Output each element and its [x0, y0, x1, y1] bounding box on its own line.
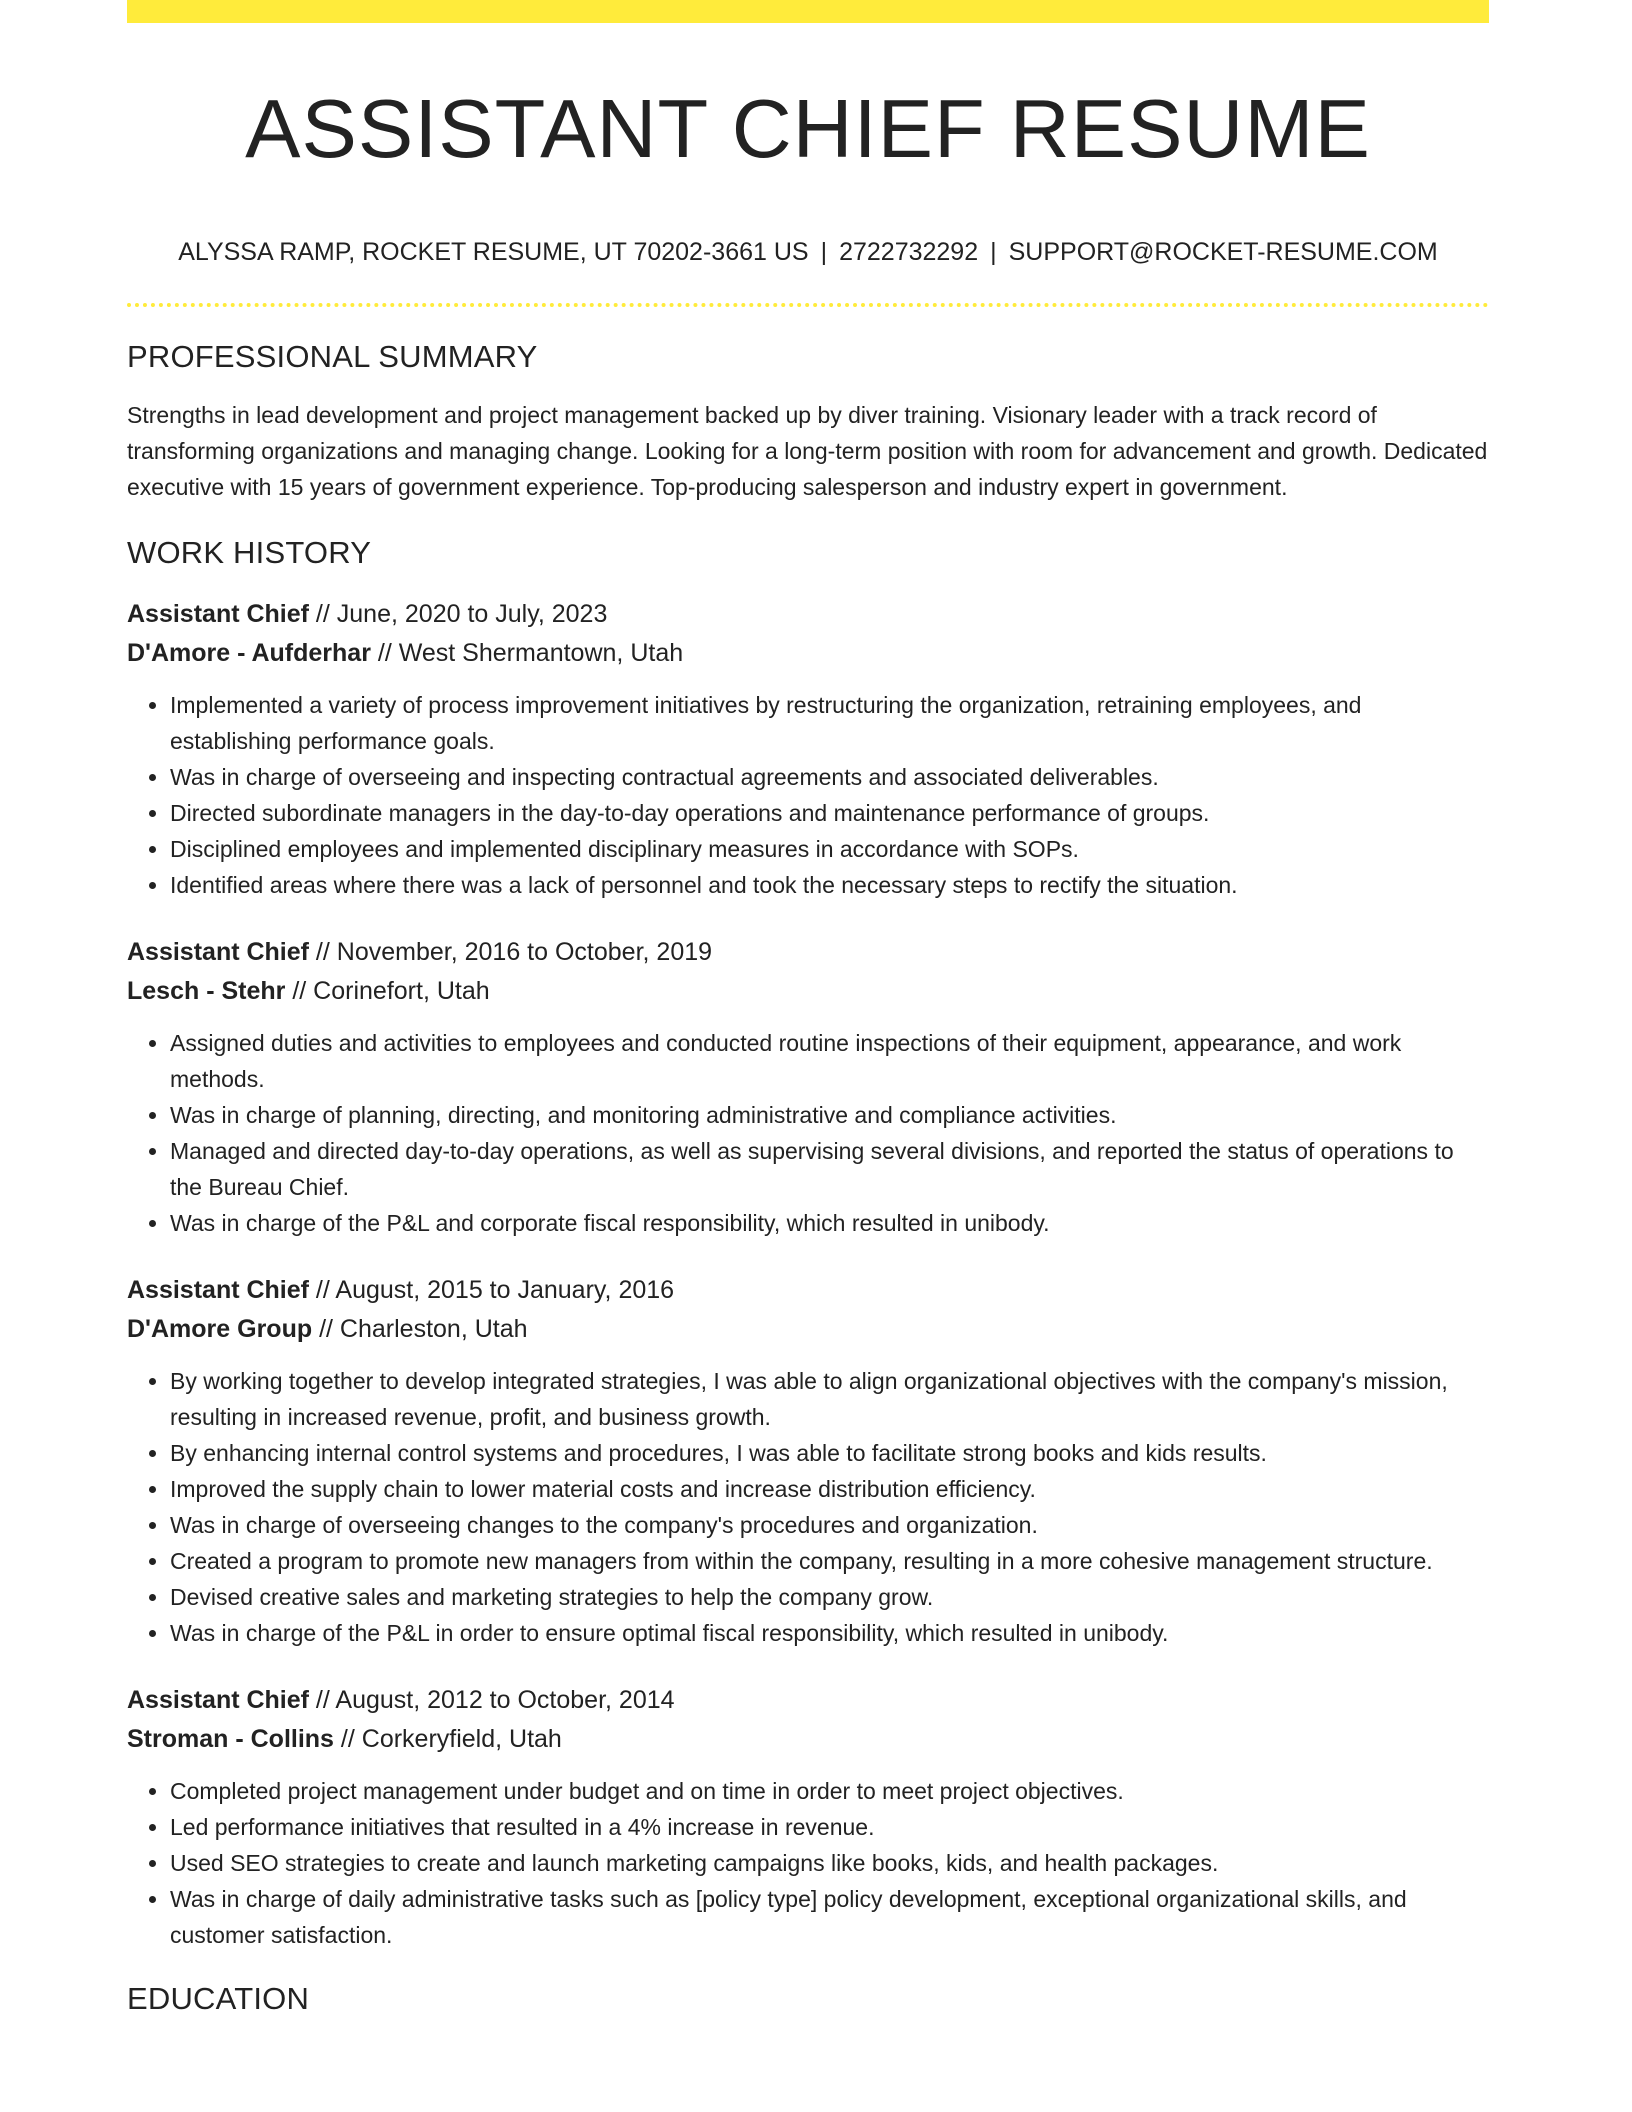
job-title: Assistant Chief [127, 600, 309, 628]
job-bullet: • Identified areas where there was a lack of personnel and took the necessary steps to rectify the situation. [170, 867, 1489, 903]
job-bullet: • Assigned duties and activities to employees and conducted routine inspections of their equipment, appearance, and work methods. [170, 1025, 1489, 1097]
job-location: West Shermantown, Utah [398, 639, 684, 667]
job-title-line [127, 595, 1489, 634]
summary-text: Strengths in lead development and project management backed up by diver training. Visionary leader with a track record of transforming organizations and managing change. Looking for a long-term position with room for advancement and growth. Dedicated executive with 15 years of government experience. Top-producing salesperson and industry expert in government. [127, 402, 1488, 500]
job-company: D'Amore Group [127, 1315, 313, 1343]
work-history-heading: WORK HISTORY [127, 535, 372, 570]
contact-separator: | [820, 238, 828, 266]
job-bullet: • Was in charge of the P&L and corporate fiscal responsibility, which resulted in unibody. [170, 1205, 1489, 1241]
job-dates: August, 2015 to January, 2016 [335, 1276, 675, 1304]
job-bullet-list [127, 1773, 1489, 1953]
job-bullet-list [127, 1025, 1489, 1241]
field-delimiter: // [308, 1686, 336, 1714]
job-bullet: • Disciplined employees and implemented disciplinary measures in accordance with SOPs. [170, 831, 1489, 867]
job-bullet: • By working together to develop integrated strategies, I was able to align organizational objectives with the company's mission, resulting in increased revenue, profit, and business growth. [170, 1363, 1489, 1435]
job-bullet: • Created a program to promote new managers from within the company, resulting in a more cohesive management structure. [170, 1543, 1489, 1579]
job-bullet: • Used SEO strategies to create and launch marketing campaigns like books, kids, and health packages. [170, 1845, 1489, 1881]
job-bullet: • Was in charge of the P&L in order to ensure optimal fiscal responsibility, which resulted in unibody. [170, 1615, 1489, 1651]
field-delimiter: // [370, 639, 399, 667]
job-company: D'Amore - Aufderhar [127, 639, 371, 667]
job-company: Lesch - Stehr [127, 977, 286, 1005]
job-dates: November, 2016 to October, 2019 [336, 938, 713, 966]
contact-address: ALYSSA RAMP, ROCKET RESUME, UT 70202-3661 US [178, 238, 809, 266]
job-entry [127, 1681, 1489, 1953]
job-company-line [127, 1720, 1489, 1759]
job-bullet: • Improved the supply chain to lower material costs and increase distribution efficiency. [170, 1471, 1489, 1507]
job-entry [127, 933, 1489, 1241]
resume-title: ASSISTANT CHIEF RESUME [245, 82, 1371, 175]
job-company: Stroman - Collins [127, 1725, 334, 1753]
job-bullet: • Devised creative sales and marketing strategies to help the company grow. [170, 1579, 1489, 1615]
work-history-list [127, 595, 1489, 1953]
job-bullet-list [127, 687, 1489, 903]
job-bullet: • Completed project management under budget and on time in order to meet project objectives. [170, 1773, 1489, 1809]
dotted-divider [127, 303, 1489, 307]
contact-email: SUPPORT@ROCKET-RESUME.COM [1008, 238, 1438, 266]
job-company-line [127, 634, 1489, 673]
job-dates: August, 2012 to October, 2014 [335, 1686, 675, 1714]
field-delimiter: // [308, 938, 337, 966]
job-entry [127, 595, 1489, 903]
field-delimiter: // [308, 1276, 336, 1304]
education-heading: EDUCATION [127, 1981, 310, 2016]
job-location: Corkeryfield, Utah [361, 1725, 562, 1753]
job-bullet: • Was in charge of overseeing changes to the company's procedures and organization. [170, 1507, 1489, 1543]
field-delimiter: // [285, 977, 314, 1005]
summary-heading: PROFESSIONAL SUMMARY [127, 339, 538, 374]
job-bullet: • Was in charge of overseeing and inspecting contractual agreements and associated deliverables. [170, 759, 1489, 795]
job-bullet: • Was in charge of daily administrative tasks such as [policy type] policy development, exceptional organizational skills, and customer satisfaction. [170, 1881, 1489, 1953]
field-delimiter: // [308, 600, 337, 628]
contact-separator: | [990, 238, 997, 266]
job-location: Corinefort, Utah [313, 977, 490, 1005]
job-title-line [127, 1681, 1489, 1720]
job-dates: June, 2020 to July, 2023 [336, 600, 608, 628]
job-title: Assistant Chief [127, 1276, 309, 1304]
job-bullet: • Was in charge of planning, directing, and monitoring administrative and compliance activities. [170, 1097, 1489, 1133]
job-bullet: • Managed and directed day-to-day operations, as well as supervising several divisions, and reported the status of operations to the Bureau Chief. [170, 1133, 1489, 1205]
job-company-line [127, 1310, 1489, 1349]
contact-line [127, 235, 1489, 269]
accent-top-bar [127, 0, 1489, 23]
field-delimiter: // [312, 1315, 340, 1343]
contact-phone: 2722732292 [839, 238, 979, 266]
job-bullet: • Directed subordinate managers in the day-to-day operations and maintenance performance of groups. [170, 795, 1489, 831]
job-bullet: • Implemented a variety of process improvement initiatives by restructuring the organization, retraining employees, and establishing performance goals. [170, 687, 1489, 759]
job-title: Assistant Chief [127, 938, 309, 966]
job-bullet: • By enhancing internal control systems and procedures, I was able to facilitate strong books and kids results. [170, 1435, 1489, 1471]
job-location: Charleston, Utah [339, 1315, 528, 1343]
job-title-line [127, 933, 1489, 972]
field-delimiter: // [333, 1725, 362, 1753]
job-title: Assistant Chief [127, 1686, 309, 1714]
job-company-line [127, 972, 1489, 1011]
resume-page [127, 0, 1489, 2019]
job-title-line [127, 1271, 1489, 1310]
job-bullet: • Led performance initiatives that resulted in a 4% increase in revenue. [170, 1809, 1489, 1845]
job-bullet-list [127, 1363, 1489, 1651]
job-entry [127, 1271, 1489, 1651]
